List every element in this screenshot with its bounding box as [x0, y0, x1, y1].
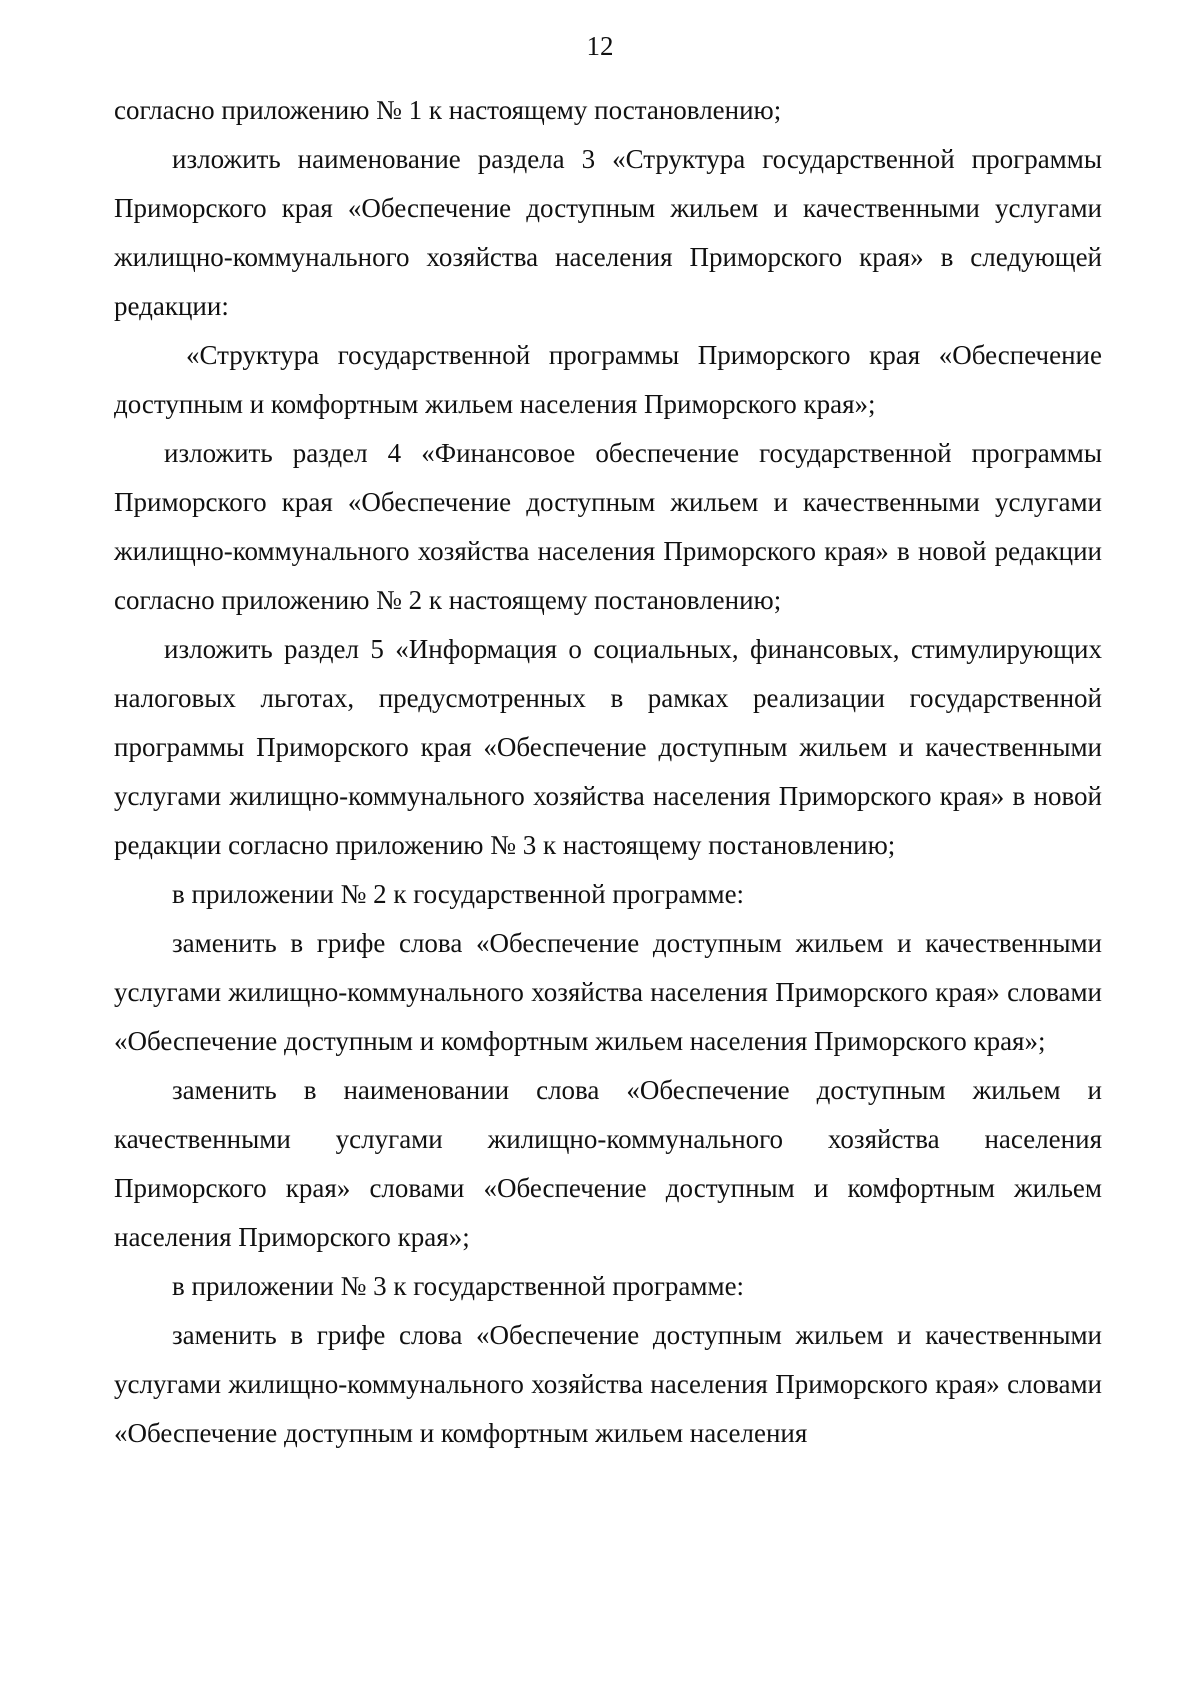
document-body [114, 86, 1102, 1458]
paragraph-8: заменить в наименовании слова «Обеспечение доступным жильем и качественными услугами жилищно-коммунального хозяйства населения Приморского края» словами «Обеспечение доступным и комфортным жильем населения Приморского края»; [114, 1075, 1102, 1252]
paragraph-5: изложить раздел 5 «Информация о социальных, финансовых, стимулирующих налоговых льготах, предусмотренных в рамках реализации государственной программы Приморского края «Обеспечение доступным жильем и качественными услугами жилищно-коммунального хозяйства населения Приморского края» в новой редакции согласно приложению № 3 к настоящему постановлению; [114, 634, 1102, 860]
paragraph-1: согласно приложению № 1 к настоящему постановлению; [114, 95, 782, 125]
page-number: 12 [586, 31, 614, 61]
paragraph-9: в приложении № 3 к государственной программе: [172, 1271, 745, 1301]
paragraph-6: в приложении № 2 к государственной программе: [172, 879, 745, 909]
paragraph-4: изложить раздел 4 «Финансовое обеспечение государственной программы Приморского края «Обеспечение доступным жильем и качественными услугами жилищно-коммунального хозяйства населения Приморского края» в новой редакции согласно приложению № 2 к настоящему постановлению; [114, 438, 1102, 615]
paragraph-7: заменить в грифе слова «Обеспечение доступным жильем и качественными услугами жилищно-коммунального хозяйства населения Приморского края» словами «Обеспечение доступным и комфортным жильем населения Приморского края»; [114, 928, 1102, 1056]
paragraph-2: изложить наименование раздела 3 «Структура государственной программы Приморского края «Обеспечение доступным жильем и качественными услугами жилищно-коммунального хозяйства населения Приморского края» в следующей редакции: [114, 144, 1102, 321]
paragraph-3: «Структура государственной программы Приморского края «Обеспечение доступным и комфортным жильем населения Приморского края»; [114, 340, 1102, 419]
paragraph-10: заменить в грифе слова «Обеспечение доступным жильем и качественными услугами жилищно-коммунального хозяйства населения Приморского края» словами «Обеспечение доступным и комфортным жильем населения [114, 1320, 1102, 1448]
